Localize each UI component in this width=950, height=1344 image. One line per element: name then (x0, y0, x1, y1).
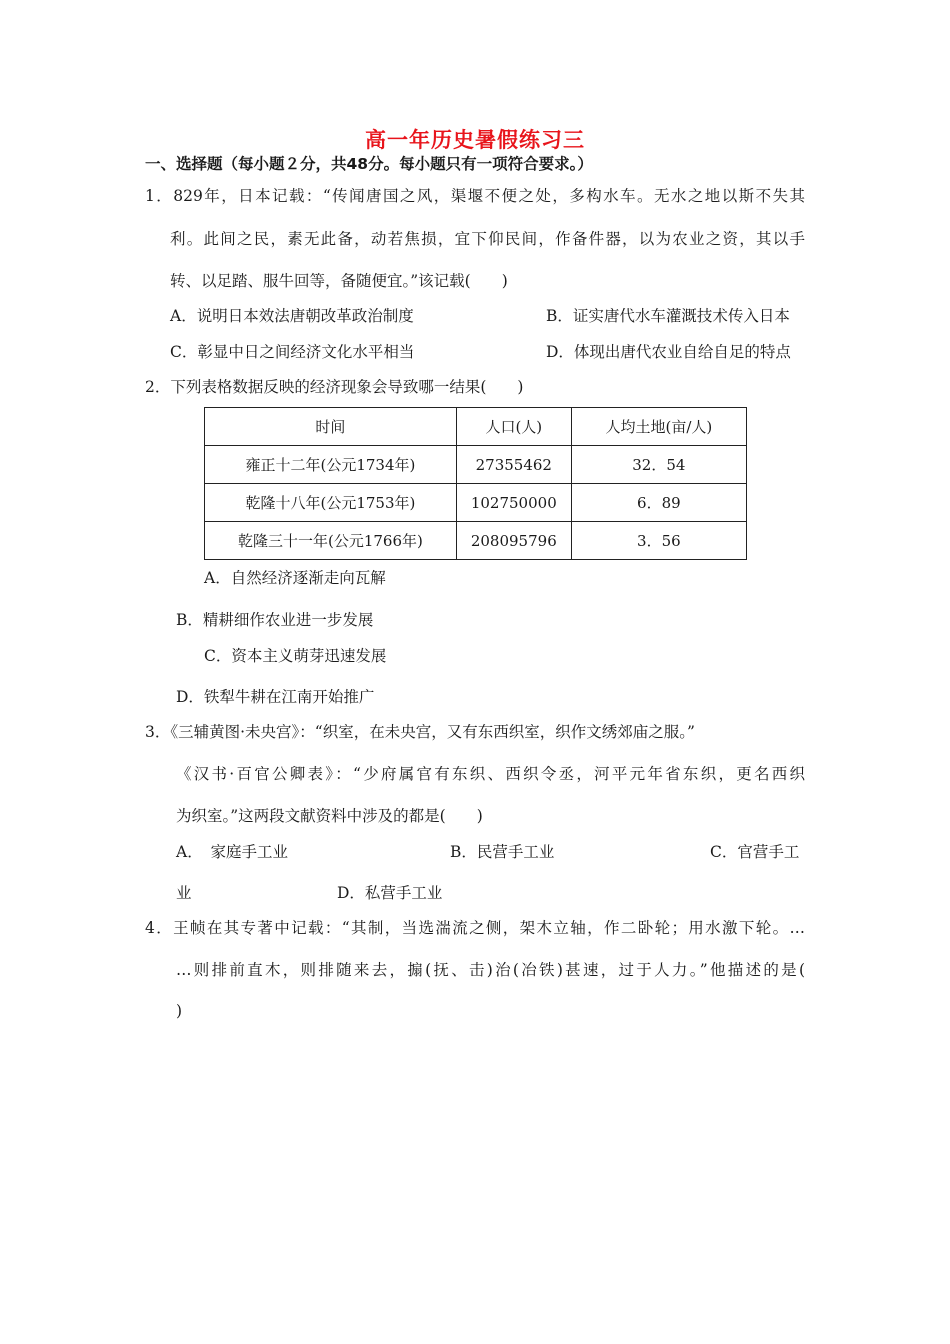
table-row (205, 484, 747, 522)
q1-option-b: B．证实唐代水车灌溉技术传入日本 (546, 307, 790, 325)
table-cell: 208095796 (456, 522, 571, 560)
table-header-cell: 人均土地(亩/人) (571, 408, 746, 446)
q1-line-1: 1．829年，日本记载：“传闻唐国之风，渠堰不便之处，多构水车。无水之地以斯不失其 (145, 187, 805, 205)
q4-line-1: 4．王帧在其专著中记载：“其制，当选湍流之侧，架木立轴，作二卧轮；用水激下轮。… (145, 919, 805, 937)
table-cell: 乾隆十八年(公元1753年) (205, 484, 457, 522)
q1-line-3: 转、以足踏、服牛回等，备随便宜。”该记载( ) (170, 272, 508, 290)
q2-option-b: B．精耕细作农业进一步发展 (176, 611, 374, 629)
q3-option-b: B．民营手工业 (450, 843, 555, 861)
q3-line-3: 为织室。”这两段文献资料中涉及的都是( ) (176, 807, 483, 825)
q3-option-a: A． 家庭手工业 (176, 843, 288, 861)
q3-line-2: 《汉书·百官公卿表》：“少府属官有东织、西织令丞，河平元年省东织，更名西织 (176, 765, 805, 783)
table-row (205, 522, 747, 560)
table-row (205, 446, 747, 484)
q2-option-d: D．铁犁牛耕在江南开始推广 (176, 688, 375, 706)
table-header-cell: 时间 (205, 408, 457, 446)
q2-stem: 2．下列表格数据反映的经济现象会导致哪一结果( ) (145, 378, 524, 396)
table-header-cell: 人口(人) (456, 408, 571, 446)
table-cell: 32．54 (571, 446, 746, 484)
table-header-row (205, 408, 747, 446)
q2-option-a: A．自然经济逐渐走向瓦解 (204, 569, 386, 587)
q1-option-d: D．体现出唐代农业自给自足的特点 (546, 343, 791, 361)
population-table (204, 407, 747, 560)
table-cell: 102750000 (456, 484, 571, 522)
section-heading: 一、选择题（每小题２分，共48分。每小题只有一项符合要求。） (145, 155, 593, 173)
table-cell: 雍正十二年(公元1734年) (205, 446, 457, 484)
q1-option-a: A．说明日本效法唐朝改革政治制度 (170, 307, 414, 325)
q4-line-2: …则排前直木，则排随来去，搧(抚、击)治(冶铁)甚速，过于人力。”他描述的是( (176, 961, 805, 979)
q1-option-c: C．彰显中日之间经济文化水平相当 (170, 343, 415, 361)
table-cell: 3．56 (571, 522, 746, 560)
page-title: 高一年历史暑假练习三 (365, 128, 585, 152)
q2-option-c: C．资本主义萌芽迅速发展 (204, 647, 387, 665)
q3-option-c-continued: 业 (176, 884, 192, 902)
table-cell: 6．89 (571, 484, 746, 522)
table-cell: 乾隆三十一年(公元1766年) (205, 522, 457, 560)
q3-option-c: C．官营手工 (710, 843, 800, 861)
q3-option-d: D．私营手工业 (337, 884, 443, 902)
q4-line-3: ) (176, 1002, 183, 1020)
q3-line-1: 3．《三辅黄图·未央宫》：“织室，在未央宫，又有东西织室，织作文绣郊庙之服。” (145, 723, 695, 741)
table-cell: 27355462 (456, 446, 571, 484)
q1-line-2: 利。此间之民，素无此备，动若焦损，宜下仰民间，作备件器，以为农业之资，其以手 (170, 230, 805, 248)
